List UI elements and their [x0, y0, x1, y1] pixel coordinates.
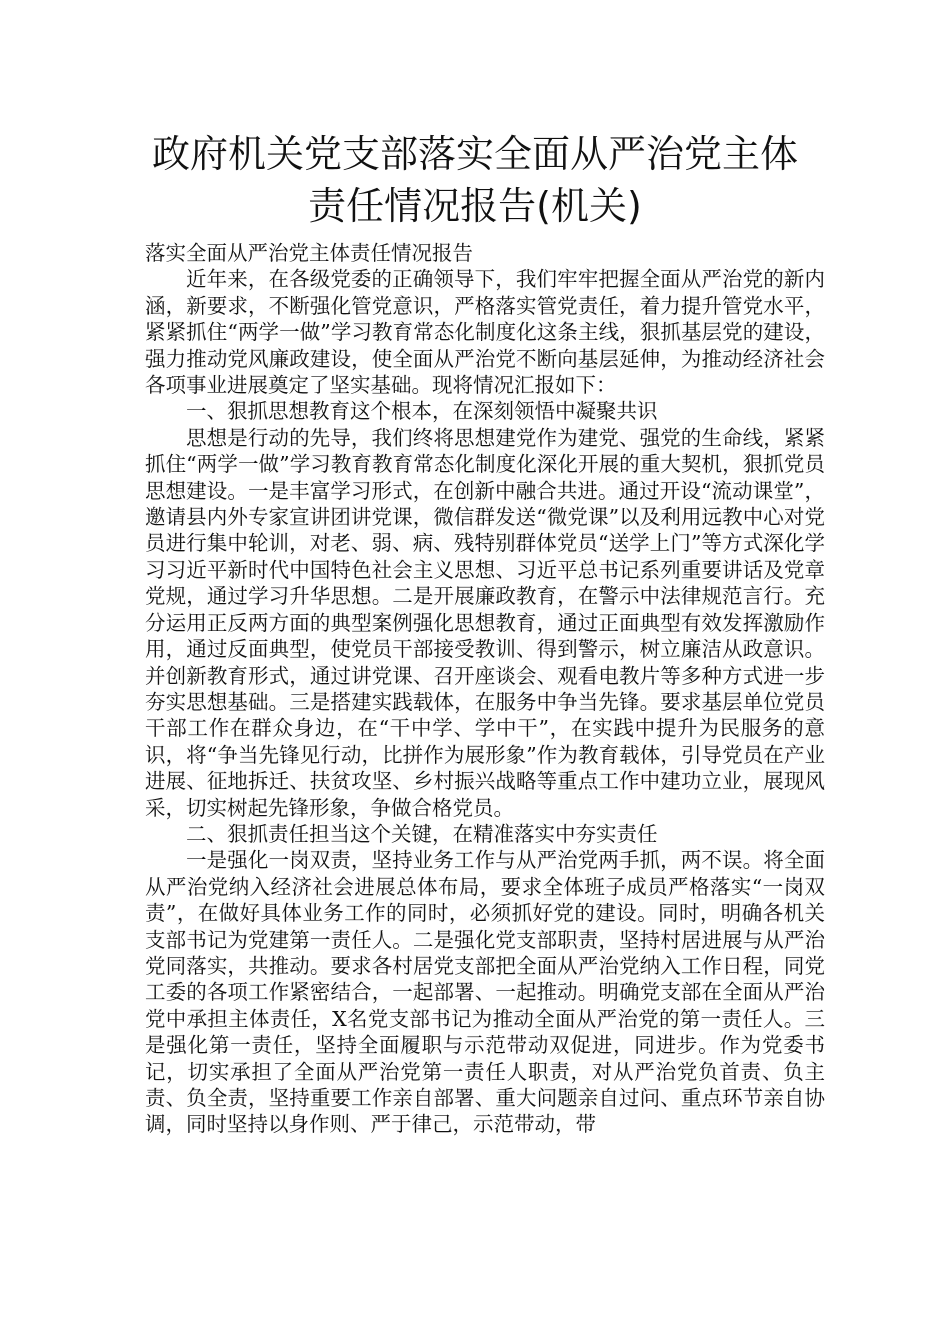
paragraph-intro: 近年来，在各级党委的正确领导下，我们牢牢把握全面从严治党的新内涵，新要求，不断强化管党意识，严格落实管党责任，着力提升管党水平，紧紧抓住“两学一做”学习教育常态化制度化这条主线，狠抓基层党的建设，强力推动党风廉政建设，使全面从严治党不断向基层延伸，为推动经济社会各项事业进展奠定了坚实基础。现将情况汇报如下：: [145, 267, 825, 398]
document-body: [145, 240, 825, 1138]
paragraph-section-1: 思想是行动的先导，我们终将思想建党作为建党、强党的生命线，紧紧抓住“两学一做”学习教育教育常态化制度化深化开展的重大契机，狠抓党员思想建设。一是丰富学习形式，在创新中融合共进。通过开设“流动课堂”，邀请县内外专家宣讲团讲党课，微信群发送“微党课”以及利用远教中心对党员进行集中轮训，对老、弱、病、残特别群体党员“送学上门”等方式深化学习习近平新时代中国特色社会主义思想、习近平总书记系列重要讲话及党章党规，通过学习升华思想。二是开展廉政教育，在警示中法律规范言行。充分运用正反两方面的典型案例强化思想教育，通过正面典型有效发挥激励作用，通过反面典型，使党员干部接受教训、得到警示，树立廉洁从政意识。并创新教育形式，通过讲党课、召开座谈会、观看电教片等多种方式进一步夯实思想基础。三是搭建实践载体，在服务中争当先锋。要求基层单位党员干部工作在群众身边，在“干中学、学中干”，在实践中提升为民服务的意识，将“争当先锋见行动，比拼作为展形象”作为教育载体，引导党员在产业进展、征地拆迁、扶贫攻坚、乡村振兴战略等重点工作中建功立业，展现风采，切实树起先锋形象，争做合格党员。: [145, 425, 825, 820]
section-heading-1: 一、狠抓思想教育这个根本，在深刻领悟中凝聚共识: [186, 399, 658, 424]
section-heading-2: 二、狠抓责任担当这个关键，在精准落实中夯实责任: [186, 821, 658, 846]
paragraph-section-2: 一是强化一岗双责，坚持业务工作与从严治党两手抓，两不误。将全面从严治党纳入经济社会进展总体布局，要求全体班子成员严格落实“一岗双责”，在做好具体业务工作的同时，必须抓好党的建设。同时，明确各机关支部书记为党建第一责任人。二是强化党支部职责，坚持村居进展与从严治党同落实，共推动。要求各村居党支部把全面从严治党纳入工作日程，同党工委的各项工作紧密结合，一起部署、一起推动。明确党支部在全面从严治党中承担主体责任，X名党支部书记为推动全面从严治党的第一责任人。三是强化第一责任，坚持全面履职与示范带动双促进，同进步。作为党委书记，切实承担了全面从严治党第一责任人职责，对从严治党负首责、负主责、负全责，坚持重要工作亲自部署、重大问题亲自过问、重点环节亲自协调，同时坚持以身作则、严于律己，示范带动，带: [145, 848, 825, 1137]
report-subtitle: 落实全面从严治党主体责任情况报告: [145, 241, 473, 265]
document-title-line-2: 责任情况报告(机关): [308, 184, 642, 228]
document-title: [100, 128, 850, 232]
document-title-line-1: 政府机关党支部落实全面从严治党主体: [151, 132, 798, 176]
